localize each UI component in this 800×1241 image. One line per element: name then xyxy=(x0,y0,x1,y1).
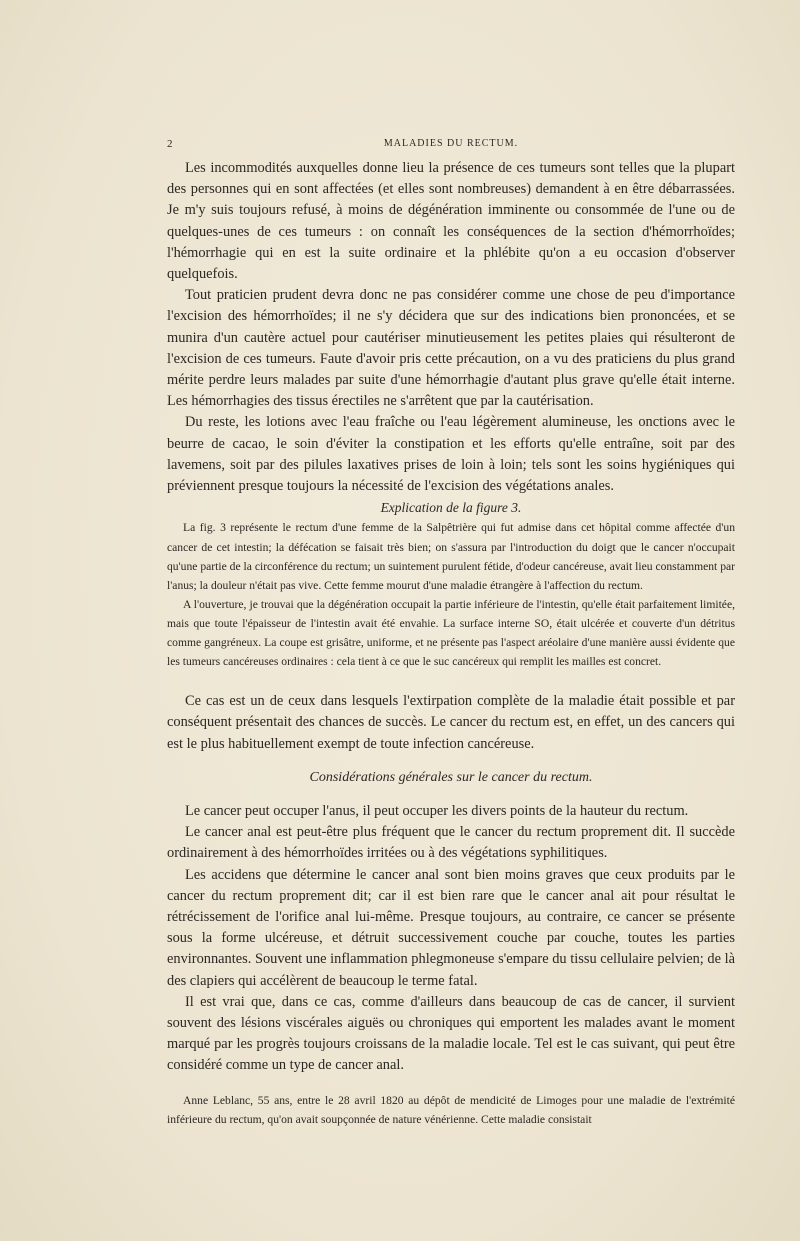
section-heading: Considérations générales sur le cancer du rectum. xyxy=(309,769,593,785)
figure-caption: Explication de la figure 3. xyxy=(380,500,522,516)
case-note-paragraph: Anne Leblanc, 55 ans, entre le 28 avril 1820 au dépôt de mendicité de Limoges pour une maladie de l'extrémité inférieure du rectum, qu'on avait soupçonnée de nature vénérienne. Cette maladie consistait xyxy=(167,1093,735,1126)
explanation-paragraph: A l'ouverture, je trouvai que la dégénération occupait la partie inférieure de l'intestin, qu'elle était parfaitement limitée, mais que toute l'épaisseur de l'intestin avait été envahie. La surface interne SO, était ulcérée et couverte d'un détritus comme gangréneux. La coupe est grisâtre, uniforme, et ne présente pas l'aspect aréolaire d'une manière aussi évidente que les tumeurs cancéreuses ordinaires : cela tient à ce que le suc cancéreux qui remplit les mailles est concret. xyxy=(167,597,735,669)
paragraph: Du reste, les lotions avec l'eau fraîche ou l'eau légèrement alumineuse, les onctions avec le beurre de cacao, le soin d'éviter la constipation et les efforts qu'elle entraîne, soit par des lavemens, soit par des pilules laxatives prises de loin à loin; tels sont les soins hygiéniques qui préviennent presque toujours la nécessité de l'excision des végétations anales. xyxy=(167,414,735,495)
paragraph: Les incommodités auxquelles donne lieu la présence de ces tumeurs sont telles que la plupart des personnes qui en sont affectées (et elles sont nombreuses) demandent à en être débarrassées. Je m'y suis toujours refusé, à moins de dégénération imminente ou consommée de l'une ou de quelques-unes de ces tumeurs : on connaît les conséquences de la section d'hémorrhoïdes; l'hémorrhagie qui en est la suite ordinaire et la phlébite qu'on a eu occasion d'observer quelquefois. xyxy=(167,160,735,283)
case-note xyxy=(167,1091,735,1129)
paragraph: Tout praticien prudent devra donc ne pas considérer comme une chose de peu d'importance l'excision des hémorrhoïdes; il ne s'y décidera que sur des indications bien prononcées, et se munira d'un cautère actuel pour cautériser minutieusement les petites plaies qui résulteront de l'excision de ces tumeurs. Faute d'avoir pris cette précaution, on a vu des praticiens du plus grand mérite perdre leurs malades par suite d'une hémorrhagie d'autant plus grave qu'elle était interne. Les hémorrhagies des tissus érectiles ne s'arrêtent que par la cautérisation. xyxy=(167,287,735,410)
paragraph: Les accidens que détermine le cancer anal sont bien moins graves que ceux produits par le cancer du rectum proprement dit; car il est bien rare que le cancer anal ait pour résultat le rétrécissement de l'orifice anal lui-même. Presque toujours, au contraire, ce cancer se présente sous la forme ulcéreuse, et détruit successivement couche par couche, toutes les parties environnantes. Souvent une inflammation phlegmoneuse s'empare du tissu cellulaire pelvien; de là des clapiers qui accélèrent de beaucoup le terme fatal. xyxy=(167,866,735,989)
explanation-paragraph: La fig. 3 représente le rectum d'une femme de la Salpêtrière qui fut admise dans cet hôpital comme affectée d'un cancer de cet intestin; la défécation se faisait très bien; on s'assura par l'introduction du doigt que le cancer n'occupait qu'une partie de la circonférence du rectum; un suintement purulent fétide, d'odeur cancéreuse, avait lieu constamment par l'anus; la douleur n'était pas vive. Cette femme mourut d'une maladie étrangère à l'affection du rectum. xyxy=(167,521,735,592)
page-number: 2 xyxy=(167,138,174,150)
figure-explanation xyxy=(167,518,735,671)
running-header xyxy=(167,138,735,154)
paragraph: Ce cas est un de ceux dans lesquels l'extirpation complète de la maladie était possible et par conséquent présentait des chances de succès. Le cancer du rectum est, en effet, un des cancers qui est le plus habituellement exempt de toute infection cancéreuse. xyxy=(167,693,735,752)
paragraph: Le cancer anal est peut-être plus fréquent que le cancer du rectum proprement dit. Il succède ordinairement à des hémorrhoïdes irritées ou à des végétations syphilitiques. xyxy=(167,824,735,862)
paragraph: Le cancer peut occuper l'anus, il peut occuper les divers points de la hauteur du rectum. xyxy=(185,803,689,820)
paragraph: Il est vrai que, dans ce cas, comme d'ailleurs dans beaucoup de cas de cancer, il survient souvent des lésions viscérales aiguës ou chroniques qui emportent les malades avant le moment marqué par les progrès toujours croissans de la maladie locale. Tel est le cas suivant, qui peut être considéré comme un type de cancer anal. xyxy=(167,993,735,1074)
running-title: MALADIES DU RECTUM. xyxy=(383,138,519,149)
page-body xyxy=(167,158,735,1129)
